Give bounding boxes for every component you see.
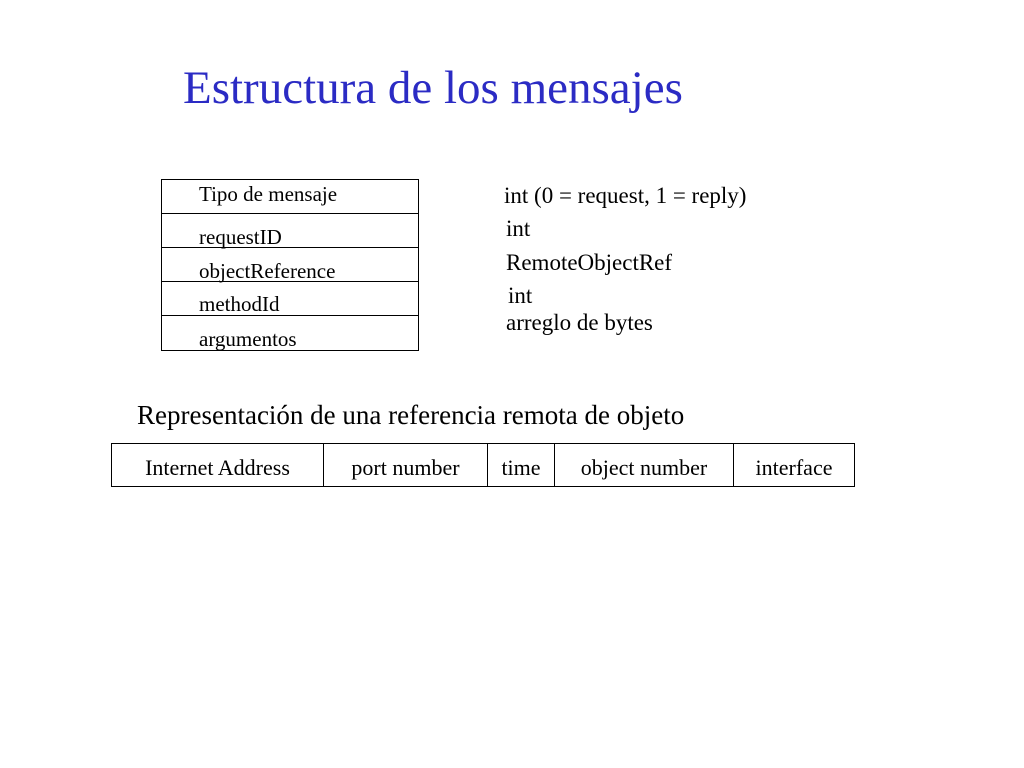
ref-cell-port-number: port number [324,444,488,486]
row-divider [162,315,418,316]
field-name: Tipo de mensaje [199,182,338,206]
field-type-requestid: int [506,216,531,241]
field-name: objectReference [199,259,336,283]
ref-cell-internet-address: Internet Address [112,444,324,486]
field-name: argumentos [199,327,297,351]
remote-reference-table [111,443,855,487]
field-type-tipo: int (0 = request, 1 = reply) [504,183,747,208]
message-fields-table [161,179,419,351]
row-divider [162,247,418,248]
ref-cell-interface: interface [755,455,833,480]
field-type-objectreference: RemoteObjectRef [506,250,673,275]
row-divider [162,281,418,282]
field-type-methodid: int [508,283,533,308]
field-name: requestID [199,225,282,249]
slide-title: Estructura de los mensajes [183,62,683,114]
row-divider [162,213,418,214]
field-type-argumentos: arreglo de bytes [506,310,653,335]
field-name: methodId [199,292,280,316]
remote-reference-caption: Representación de una referencia remota de objeto [137,400,685,430]
ref-cell-object-number: object number [555,444,734,486]
ref-cell-time: time [488,444,555,486]
